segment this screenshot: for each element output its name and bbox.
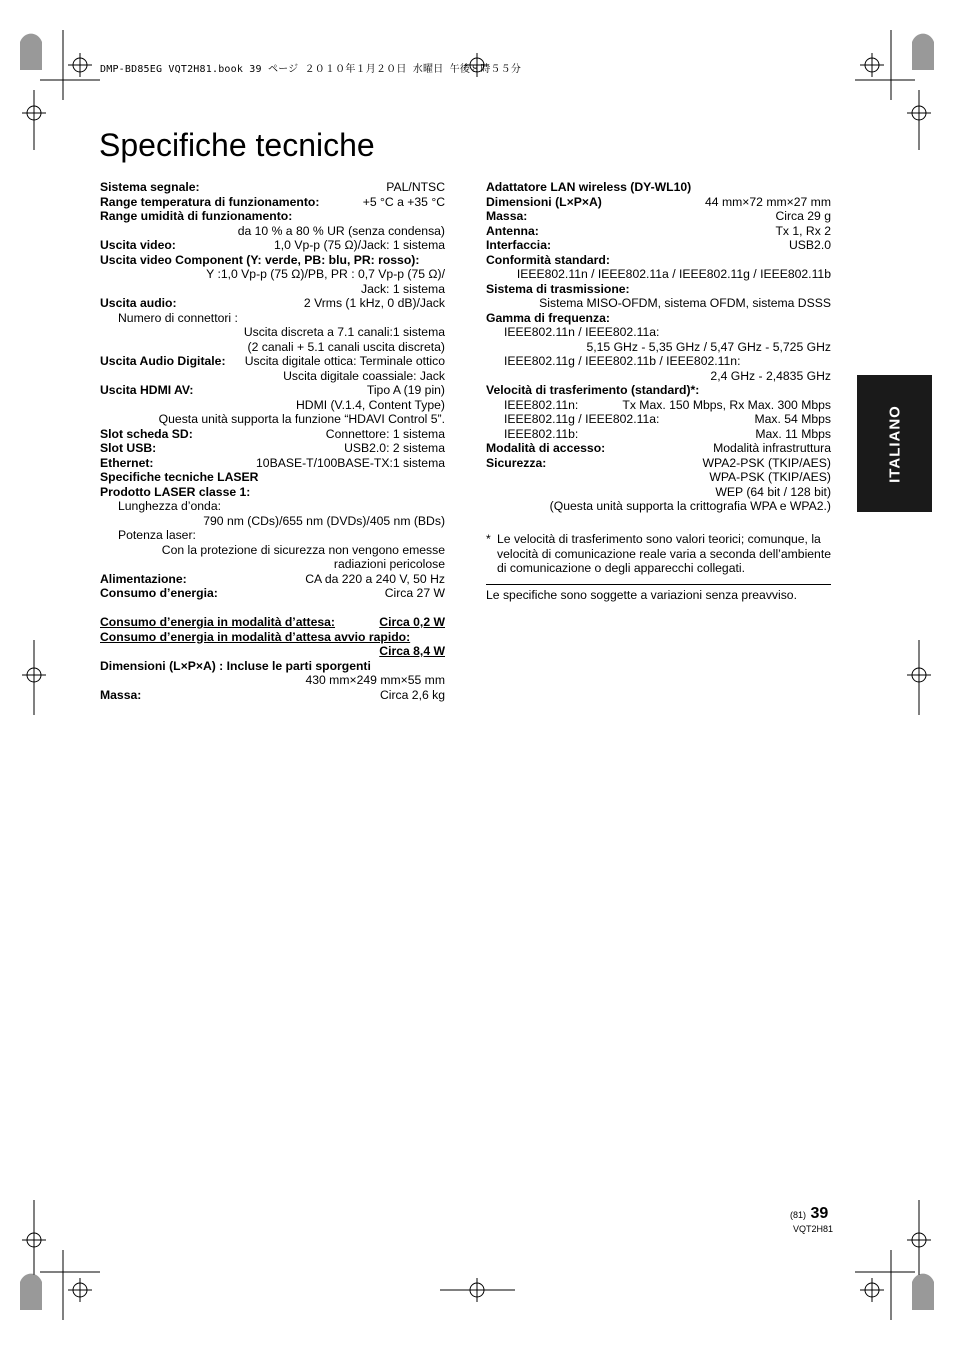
spec-row-vel-ga: IEEE802.11g / IEEE802.11a: Max. 54 Mbps	[504, 412, 831, 426]
spec-value-freq-b: 2,4 GHz - 2,4835 GHz	[710, 368, 831, 383]
spec-row-alimentazione: Alimentazione: CA da 220 a 240 V, 50 Hz	[100, 571, 445, 586]
spec-row-accesso: Modalità di accesso: Modalità infrastruttura	[486, 441, 831, 455]
spec-row-vel-n: IEEE802.11n: Tx Max. 150 Mbps, Rx Max. 300 Mbps	[504, 397, 831, 412]
spec-label-connettori: Numero di connettori :	[118, 310, 238, 325]
spec-label-freq-a: IEEE802.11n / IEEE802.11a:	[504, 325, 660, 339]
document-code: VQT2H81	[793, 1224, 834, 1234]
left-spec-column	[100, 180, 445, 702]
spec-label-trasmissione: Sistema di trasmissione:	[486, 281, 630, 296]
spec-value-connettori-1: Uscita discreta a 7.1 canali:1 sistema	[243, 325, 445, 339]
spec-value-sicurezza-4: (Questa unità supporta la crittografia WPA e WPA2.)	[549, 499, 831, 513]
spec-row-lan-antenna: Antenna: Tx 1, Rx 2	[486, 223, 831, 238]
spec-label-onda: Lunghezza d’onda:	[118, 499, 222, 513]
spec-row-video: Uscita video: 1,0 Vp-p (75 Ω)/Jack: 1 sistema	[100, 238, 445, 252]
right-spec-column	[486, 180, 831, 602]
spec-value-digitale-2: Uscita digitale coassiale: Jack	[283, 368, 445, 383]
spec-value-sicurezza-2: WPA-PSK (TKIP/AES)	[709, 470, 831, 484]
language-tab-label: ITALIANO	[886, 404, 903, 483]
spec-value-freq-a: 5,15 GHz - 5,35 GHz / 5,47 GHz - 5,725 GHz	[586, 339, 831, 354]
spec-row-sd: Slot scheda SD: Connettore: 1 sistema	[100, 426, 445, 441]
spec-value-dimensioni: 430 mm×249 mm×55 mm	[305, 673, 445, 687]
spec-row-consumo: Consumo d’energia: Circa 27 W	[100, 586, 445, 600]
spec-row-audio: Uscita audio: 2 Vrms (1 kHz, 0 dB)/Jack	[100, 296, 445, 310]
spec-value-sicurezza-3: WEP (64 bit / 128 bit)	[715, 484, 831, 499]
spec-heading-laser: Specifiche tecniche LASER	[100, 470, 259, 484]
spec-value-hdmi-2: HDMI (V.1.4, Content Type)	[295, 397, 445, 412]
footnote	[486, 532, 831, 576]
spec-row-lan-massa: Massa: Circa 29 g	[486, 209, 831, 223]
spec-value-attesa-rapido: Circa 8,4 W	[379, 644, 445, 658]
spec-row-temperatura: Range temperatura di funzionamento: +5 °C a +35 °C	[100, 194, 445, 209]
spec-row-sistema-segnale: Sistema segnale: PAL/NTSC	[100, 180, 445, 194]
spec-label-dimensioni: Dimensioni (L×P×A) : Incluse le parti sporgenti	[100, 658, 371, 673]
disclaimer: Le specifiche sono soggette a variazioni senza preavviso.	[486, 584, 831, 603]
spec-value-connettori-2: (2 canali + 5.1 canali uscita discreta)	[247, 339, 445, 354]
spec-row-lan-interfaccia: Interfaccia: USB2.0	[486, 238, 831, 252]
spec-heading-lan: Adattatore LAN wireless (DY-WL10)	[486, 180, 692, 194]
language-tab	[857, 375, 932, 512]
spec-value-umidita: da 10 % a 80 % UR (senza condensa)	[237, 223, 445, 238]
spec-row-hdmi: Uscita HDMI AV: Tipo A (19 pin)	[100, 383, 445, 397]
spec-value-onda: 790 nm (CDs)/655 nm (DVDs)/405 nm (BDs)	[203, 513, 445, 528]
page-number-primary: 39	[810, 1205, 829, 1222]
spec-value-hdmi-3: Questa unità supporta la funzione “HDAVI Control 5”.	[158, 412, 445, 426]
spec-label-freq-b: IEEE802.11g / IEEE802.11b / IEEE802.11n:	[504, 354, 741, 368]
footnote-marker: *	[486, 532, 491, 546]
spec-value-potenza-2: radiazioni pericolose	[333, 557, 445, 571]
spec-row-lan-dimensioni: Dimensioni (L×P×A) 44 mm×72 mm×27 mm	[486, 194, 831, 209]
spec-row-usb: Slot USB: USB2.0: 2 sistema	[100, 441, 445, 455]
spec-value-component-1: Y :1,0 Vp-p (75 Ω)/PB, PR : 0,7 Vp-p (75 Ω)/	[206, 267, 445, 281]
page-number-secondary: (81)	[790, 1210, 807, 1220]
spec-value-conformita: IEEE802.11n / IEEE802.11a / IEEE802.11g / IEEE802.11b	[516, 267, 831, 281]
book-header-line: DMP-BD85EG VQT2H81.book 39 ページ ２０１０年１月２０日 水曜日 午後８時５５分	[100, 64, 522, 75]
footnote-text: Le velocità di trasferimento sono valori teorici; comunque, la velocità di comunicazione reale varia a seconda dell’ambiente di comunicazione o degli apparecchi collegati.	[497, 532, 831, 575]
spec-row-attesa: Consumo d’energia in modalità d’attesa: Circa 0,2 W	[100, 615, 445, 629]
spec-label-conformita: Conformità standard:	[486, 252, 610, 267]
spec-label-potenza: Potenza laser:	[118, 528, 196, 542]
spec-value-trasmissione: Sistema MISO-OFDM, sistema OFDM, sistema DSSS	[539, 296, 831, 310]
spec-label-umidita: Range umidità di funzionamento:	[100, 209, 293, 223]
page-number	[790, 1205, 828, 1223]
spec-row-digitale: Uscita Audio Digitale: Uscita digitale ottica: Terminale ottico	[100, 354, 445, 368]
spec-label-attesa-rapido: Consumo d’energia in modalità d’attesa avvio rapido:	[100, 629, 411, 644]
page-title: Specifiche tecniche	[99, 127, 375, 163]
spec-heading-laser-class: Prodotto LASER classe 1:	[100, 484, 251, 499]
spec-value-component-2: Jack: 1 sistema	[361, 281, 445, 296]
spec-row-sicurezza: Sicurezza: WPA2-PSK (TKIP/AES)	[486, 455, 831, 470]
spec-label-velocita: Velocità di trasferimento (standard)*:	[486, 383, 700, 397]
spec-row-ethernet: Ethernet: 10BASE-T/100BASE-TX:1 sistema	[100, 455, 445, 470]
spec-value-potenza-1: Con la protezione di sicurezza non vengono emesse	[161, 542, 445, 557]
spec-label-frequenza: Gamma di frequenza:	[486, 310, 610, 325]
spec-label-component: Uscita video Component (Y: verde, PB: blu, PR: rosso):	[100, 252, 420, 267]
spec-row-vel-b: IEEE802.11b: Max. 11 Mbps	[504, 426, 831, 441]
spec-row-massa: Massa: Circa 2,6 kg	[100, 687, 445, 702]
